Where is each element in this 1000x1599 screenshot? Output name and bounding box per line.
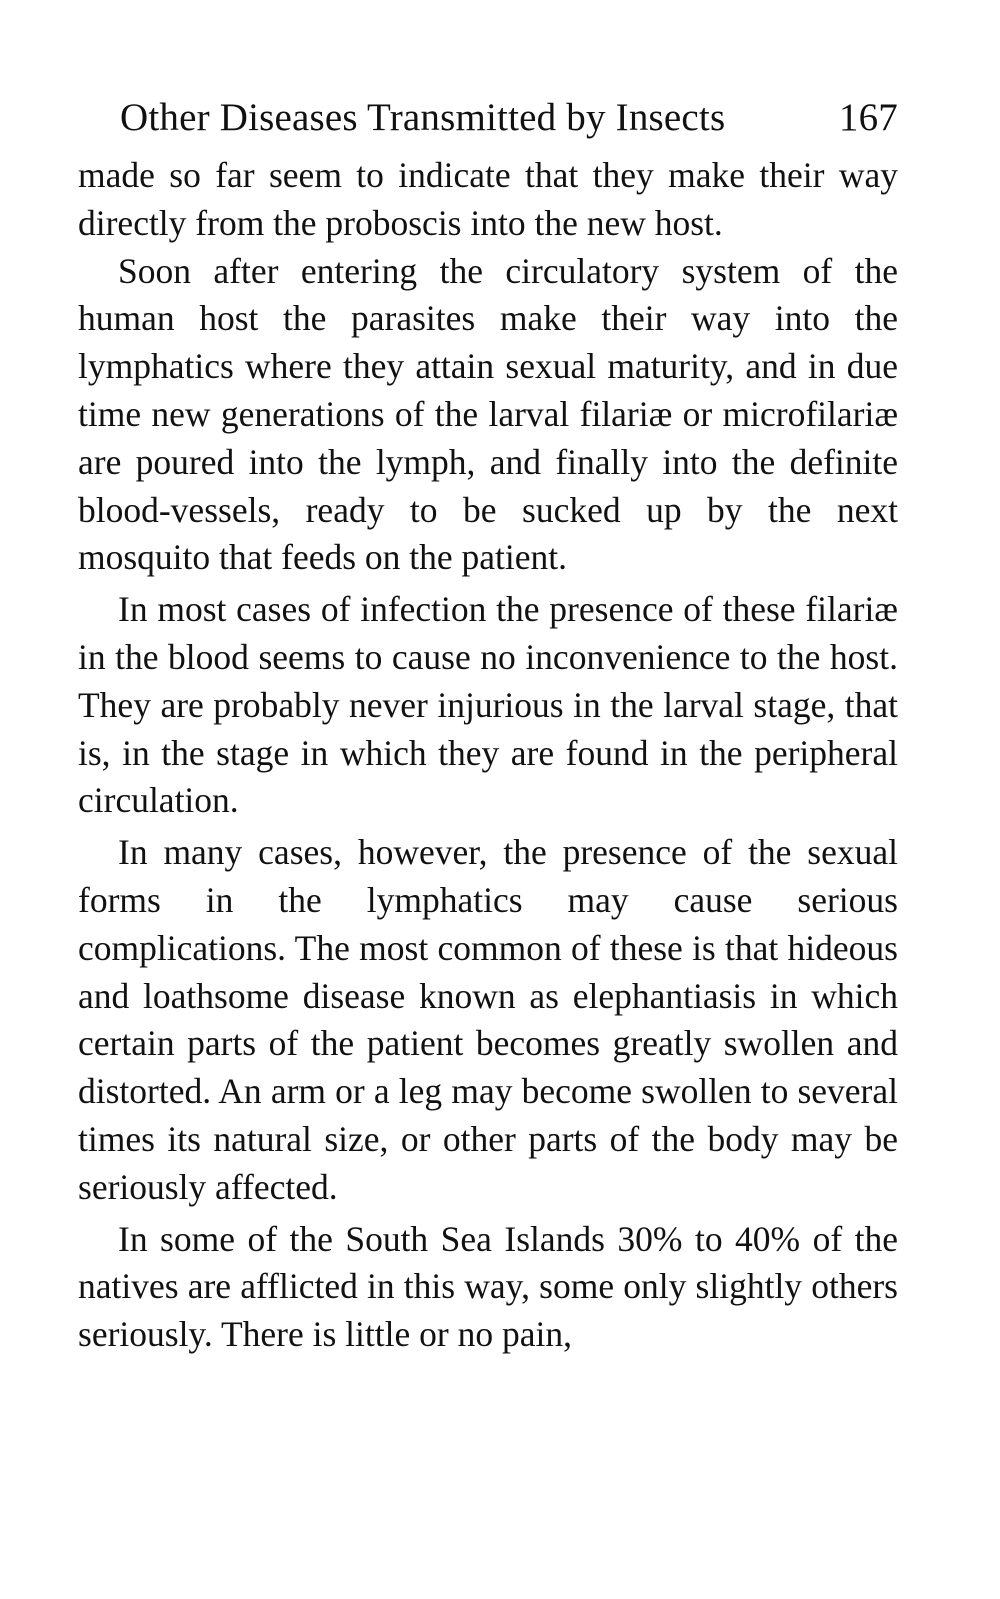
running-head (78, 92, 898, 144)
running-title: Other Diseases Transmitted by Insects (120, 96, 726, 139)
paragraph-south-sea: In some of the South Sea Islands 30% to 40% of the natives are afflicted in this way, some only slightly others seriously. There is little or no pain, (78, 1218, 898, 1355)
paragraph-elephantiasis: In many cases, however, the presence of the sexual forms in the lymphatics may cause serious complications. The most common of these is that hideous and loathsome disease known as elephantiasis in which certain parts of the patient becomes greatly swollen and distorted. An arm or a leg may become swollen to several times its natural size, or other parts of the body may be seriously affected. (78, 832, 898, 1207)
book-page (78, 92, 898, 1359)
page-number: 167 (838, 96, 898, 139)
body-text (78, 152, 898, 1359)
paragraph-continued: made so far seem to indicate that they make their way directly from the proboscis into the new host. (78, 155, 898, 243)
paragraph-infection: In most cases of infection the presence of these filariæ in the blood seems to cause no inconvenience to the host. They are probably never injurious in the larval stage, that is, in the stage in which they are found in the peripheral circulation. (78, 589, 898, 821)
paragraph-lymphatics: Soon after entering the circulatory system of the human host the parasites make their way into the lymphatics where they attain sexual maturity, and in due time new generations of the larval filariæ or microfilariæ are poured into the lymph, and finally into the definite blood-vessels, ready to be sucked up by the next mosquito that feeds on the patient. (78, 250, 898, 578)
